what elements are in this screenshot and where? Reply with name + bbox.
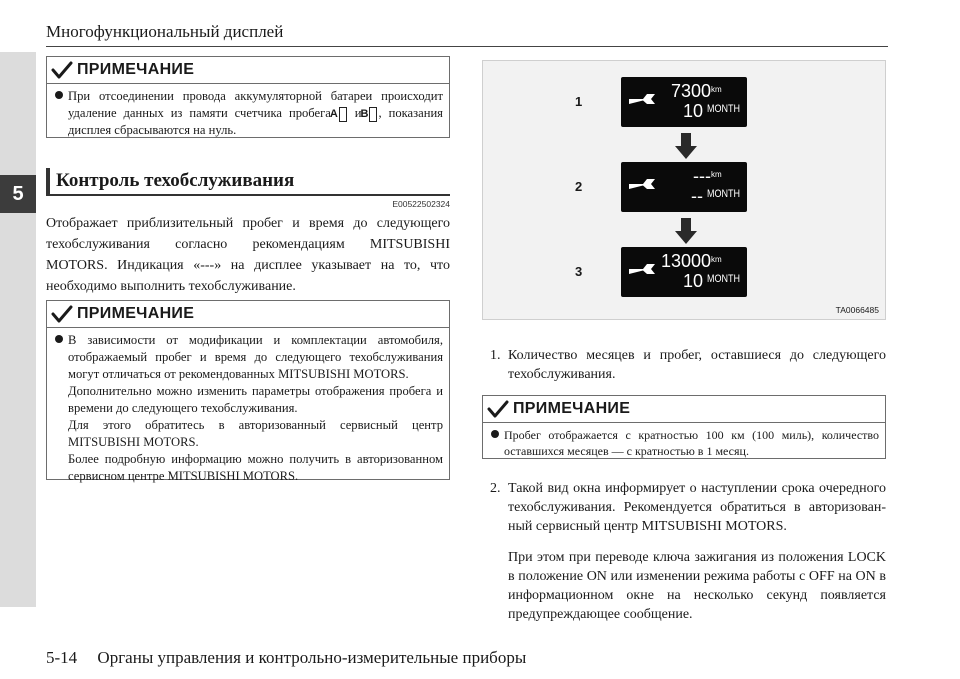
- key-a-label: A: [339, 107, 347, 122]
- remaining-distance: 7300: [670, 81, 711, 101]
- note-text-line-1: В зависимости от модификации и комплектации автомобиля, отображаемый пробег и время до следующего техобслуживания могут отличаться от рекомендованных MITSUBISHI MOTORS.: [55, 332, 443, 383]
- bullet-icon: [55, 335, 63, 343]
- distance-unit: km: [711, 255, 722, 264]
- checkmark-icon: [51, 304, 73, 324]
- wrench-icon: [627, 176, 657, 198]
- key-b-label: B: [369, 107, 377, 122]
- note-header: [47, 57, 449, 84]
- checkmark-icon: [487, 399, 509, 419]
- note-text: Пробег отображается с кратностью 100 км (100 миль), количество оставшихся месяцев — с кратностью в 1 месяц.: [491, 427, 879, 459]
- note-label: ПРИМЕЧАНИЕ: [77, 305, 195, 322]
- list-item-1: [490, 346, 886, 384]
- note-body: [483, 423, 885, 465]
- list-number: 2.: [490, 481, 501, 496]
- note-text: При отсоединении провода аккумуляторной батареи происходит удаление данных из памяти счетчика пробега A и B , показания дисплея сбрасываются на нуль.: [55, 88, 443, 139]
- distance-unit: km: [711, 170, 722, 179]
- note-box-settings: [46, 300, 450, 483]
- remaining-distance: ---: [693, 166, 711, 186]
- section-heading: [46, 164, 450, 196]
- list-number: 1.: [490, 348, 501, 363]
- header-rule: [46, 46, 888, 47]
- display-screen-step-2: [621, 162, 747, 212]
- section-heading-tick: [46, 168, 50, 194]
- note-box-display-multiples: [482, 395, 886, 459]
- page-number: 5-14: [46, 648, 78, 667]
- note-label: ПРИМЕЧАНИЕ: [513, 400, 631, 417]
- page-footer: [46, 648, 526, 668]
- section-paragraph: Отображает приблизительный пробег и время до следующего техобслуживания согласно рекомендациям MITSUBISHI MOTORS. Индикация «---» на дисплее указывает на то, что необходимо выполнить техобслуживание.: [46, 216, 450, 294]
- note-body: [47, 84, 449, 145]
- step-number: 1: [575, 94, 583, 109]
- step-number: 3: [575, 264, 583, 279]
- maintenance-display-figure: [482, 60, 886, 320]
- note-text-line-2: Дополнительно можно изменить параметры отображения пробега и времени до следующего техобслуживания.: [68, 384, 443, 415]
- display-screen-step-1: [621, 77, 747, 127]
- footer-chapter-title: Органы управления и контрольно-измерительные приборы: [97, 648, 527, 667]
- list-text: Такой вид окна информирует о наступлении срока очередного техобслуживания. Рекомендуется обратиться в авторизован-ный сервисный центр MITSUBISHI MOTORS.: [508, 481, 886, 534]
- figure-code: TA0066485: [835, 305, 879, 315]
- time-unit: MONTH: [707, 188, 741, 200]
- remaining-months: 10: [682, 271, 703, 291]
- note-header: [483, 396, 885, 423]
- note-text-line-3: Для этого обратитесь в авторизованный сервисный центр MITSUBISHI MOTORS.: [68, 418, 443, 449]
- list-text-continued: При этом при переводе ключа зажигания из положения LOCK в положение ON или изменении режима работы с OFF на ON в информационном окне на несколько секунд появляется предупреждающее сообщение.: [508, 550, 886, 622]
- arrow-down-icon: [675, 133, 697, 159]
- remaining-distance: 13000: [661, 251, 712, 271]
- time-unit: MONTH: [707, 103, 741, 115]
- note-body: [47, 328, 449, 491]
- chapter-strip: [0, 52, 36, 607]
- time-unit: MONTH: [707, 273, 741, 285]
- list-text: Количество месяцев и пробег, оставшиеся до следующего техобслуживания.: [508, 348, 886, 382]
- section-code: E00522502324: [392, 199, 450, 209]
- checkmark-icon: [51, 60, 73, 80]
- step-number: 2: [575, 179, 583, 194]
- remaining-months: --: [691, 186, 703, 206]
- remaining-months: 10: [682, 101, 703, 121]
- bullet-icon: [55, 91, 63, 99]
- note-box-battery: [46, 56, 450, 138]
- wrench-icon: [627, 261, 657, 283]
- bullet-icon: [491, 430, 499, 438]
- list-item-2: [490, 479, 886, 624]
- display-screen-step-3: [621, 247, 747, 297]
- note-label: ПРИМЕЧАНИЕ: [77, 61, 195, 78]
- chapter-tab: 5: [0, 175, 36, 213]
- section-title: Контроль техобслуживания: [56, 170, 295, 191]
- note-header: [47, 301, 449, 328]
- distance-unit: km: [711, 85, 722, 94]
- arrow-down-icon: [675, 218, 697, 244]
- page-header-title: Многофункциональный дисплей: [46, 22, 284, 41]
- note-text-line-4: Более подробную информацию можно получить в авторизованном сервисном центре MITSUBISHI MOTORS.: [68, 452, 443, 483]
- wrench-icon: [627, 91, 657, 113]
